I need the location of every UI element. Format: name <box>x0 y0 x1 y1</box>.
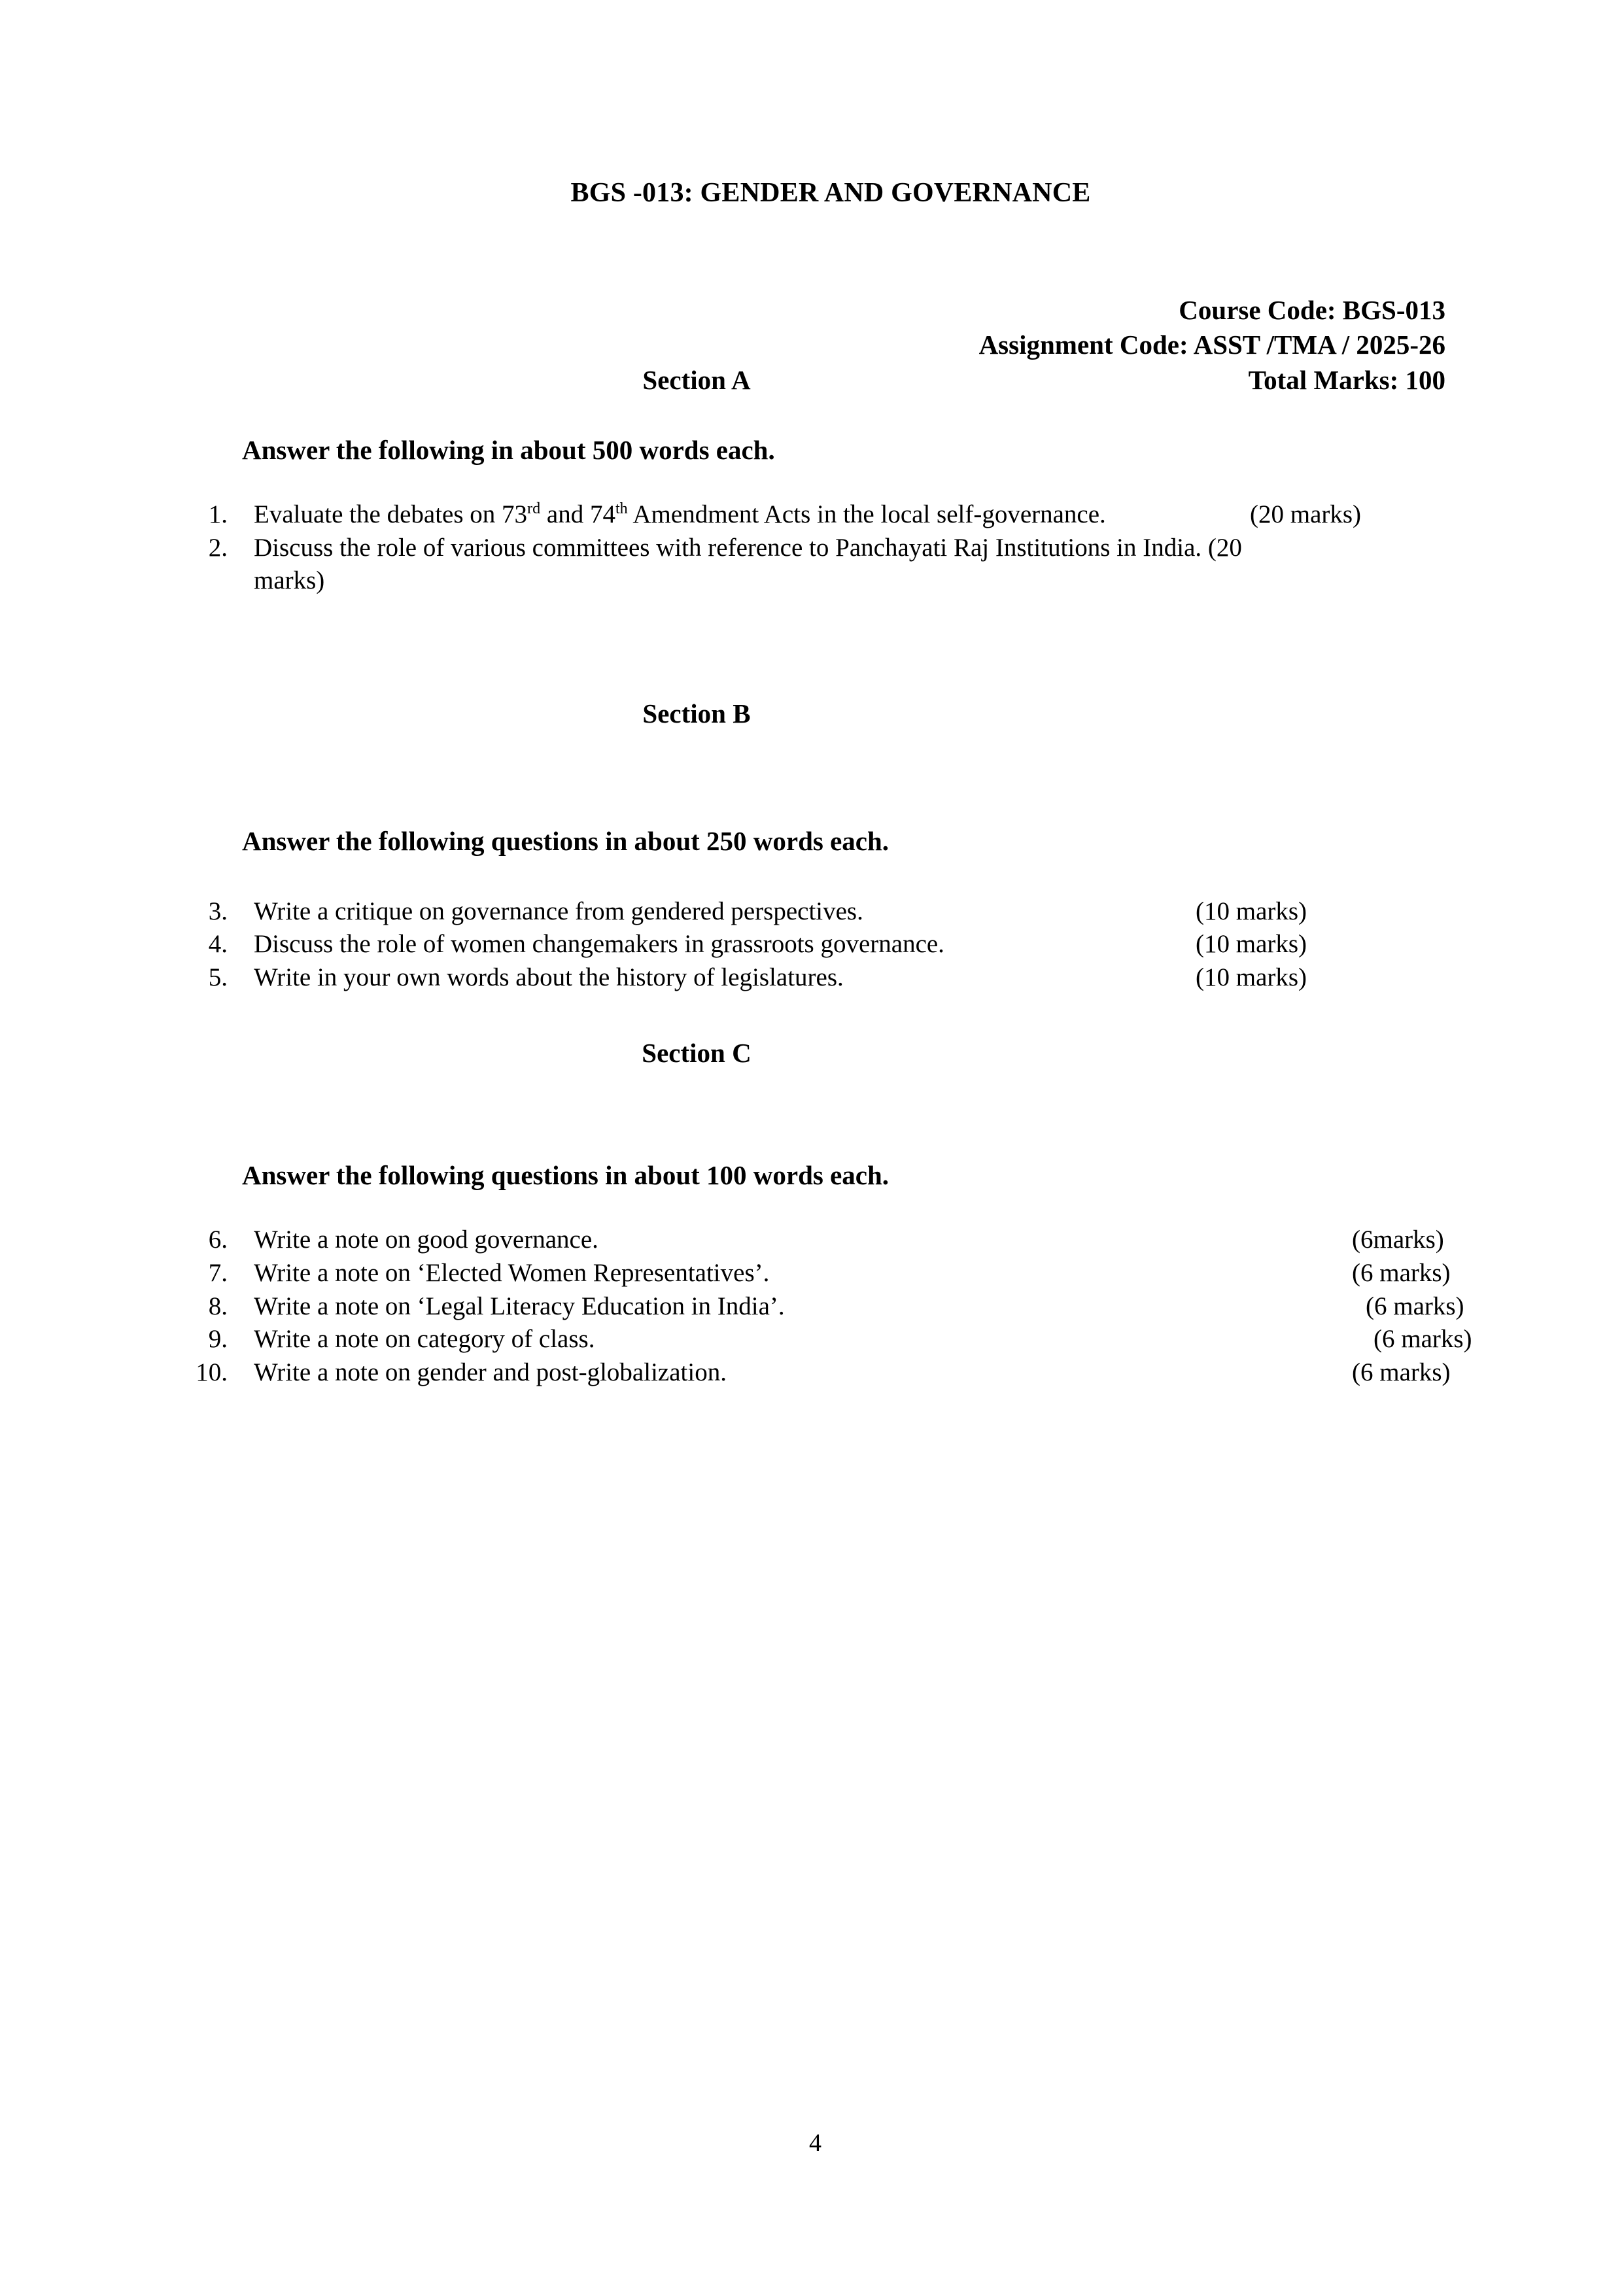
question-text-part-1: Evaluate the debates on 73 <box>254 500 528 529</box>
question-text-part-3: Amendment Acts in the local self-governance. <box>627 500 1106 529</box>
question-number: 4. <box>208 930 228 959</box>
ordinal-superscript-th: th <box>615 500 628 518</box>
list-item <box>190 532 1445 598</box>
section-b-question-list <box>190 895 1445 995</box>
question-number: 2. <box>208 533 228 562</box>
list-item <box>190 961 1445 995</box>
list-item <box>190 895 1445 929</box>
question-number: 10. <box>196 1358 228 1386</box>
question-text-line-1: Discuss the role of various committees with reference to Panchayati Raj Institutions in India. (20 <box>254 533 1242 562</box>
question-number: 7. <box>208 1258 228 1287</box>
list-item <box>190 1290 1464 1324</box>
question-marks: (20 marks) <box>1250 500 1362 529</box>
question-line <box>254 1356 1451 1390</box>
question-number: 5. <box>208 963 228 991</box>
section-a-question-list <box>190 498 1445 598</box>
section-a-instruction: Answer the following in about 500 words each. <box>242 434 775 465</box>
list-item <box>190 1356 1451 1390</box>
question-marks: (10 marks) <box>1196 930 1307 959</box>
question-line <box>254 961 1445 995</box>
question-line <box>254 564 1445 598</box>
question-text: Write a critique on governance from gendered perspectives. <box>254 897 863 925</box>
question-text: Write a note on good governance. <box>254 1225 598 1254</box>
section-heading-a: Section A <box>642 364 751 395</box>
question-line <box>254 1224 1445 1257</box>
question-text: Write a note on category of class. <box>254 1325 595 1354</box>
question-text-part-2: and 74 <box>540 500 615 529</box>
question-text: Write a note on ‘Legal Literacy Education in India’. <box>254 1292 785 1320</box>
question-line <box>254 1323 1472 1356</box>
total-marks-line: Total Marks: 100 <box>1248 364 1445 395</box>
question-marks: (6 marks) <box>1352 1358 1451 1386</box>
page-number: 4 <box>809 2129 821 2157</box>
total-marks-row <box>190 363 1445 397</box>
assignment-code-line: Assignment Code: ASST /TMA / 2025-26 <box>978 330 1445 360</box>
question-line <box>254 1290 1464 1324</box>
question-number: 9. <box>208 1325 228 1354</box>
page-title: BGS -013: GENDER AND GOVERNANCE <box>570 178 1091 208</box>
question-line <box>254 928 1445 961</box>
section-b-instruction: Answer the following questions in about 250 words each. <box>242 826 890 857</box>
question-line <box>254 532 1445 565</box>
question-text <box>254 500 1106 528</box>
list-item <box>190 1323 1472 1356</box>
question-marks: (6 marks) <box>1373 1325 1472 1354</box>
question-text: Write in your own words about the history of legislatures. <box>254 963 844 991</box>
list-item <box>190 928 1445 961</box>
question-line <box>254 895 1445 929</box>
question-text: Discuss the role of women changemakers in grassroots governance. <box>254 930 944 959</box>
question-line <box>254 1257 1451 1290</box>
question-line <box>254 498 1445 532</box>
course-code-line: Course Code: BGS-013 <box>1179 295 1445 326</box>
list-item <box>190 498 1445 532</box>
list-item <box>190 1224 1445 1257</box>
question-text: Write a note on ‘Elected Women Representatives’. <box>254 1258 770 1287</box>
question-number: 6. <box>208 1225 228 1254</box>
question-marks: (6marks) <box>1352 1225 1444 1254</box>
page-content <box>190 0 1472 1390</box>
question-number: 3. <box>208 897 228 925</box>
section-c-question-list <box>190 1224 1472 1389</box>
question-marks: (6 marks) <box>1366 1292 1464 1320</box>
question-text: Write a note on gender and post-globalization. <box>254 1358 727 1386</box>
question-text-line-2: marks) <box>254 566 325 595</box>
question-number: 8. <box>208 1292 228 1320</box>
question-marks: (6 marks) <box>1352 1258 1451 1287</box>
section-c-instruction: Answer the following questions in about 100 words each. <box>242 1159 890 1190</box>
question-marks: (10 marks) <box>1196 963 1307 991</box>
section-heading-b: Section B <box>642 698 751 729</box>
list-item <box>190 1257 1451 1290</box>
ordinal-superscript-rd: rd <box>527 500 541 518</box>
question-number: 1. <box>208 500 228 529</box>
section-heading-c: Section C <box>642 1037 752 1068</box>
assignment-meta-block <box>190 293 1445 397</box>
question-marks: (10 marks) <box>1196 897 1307 925</box>
